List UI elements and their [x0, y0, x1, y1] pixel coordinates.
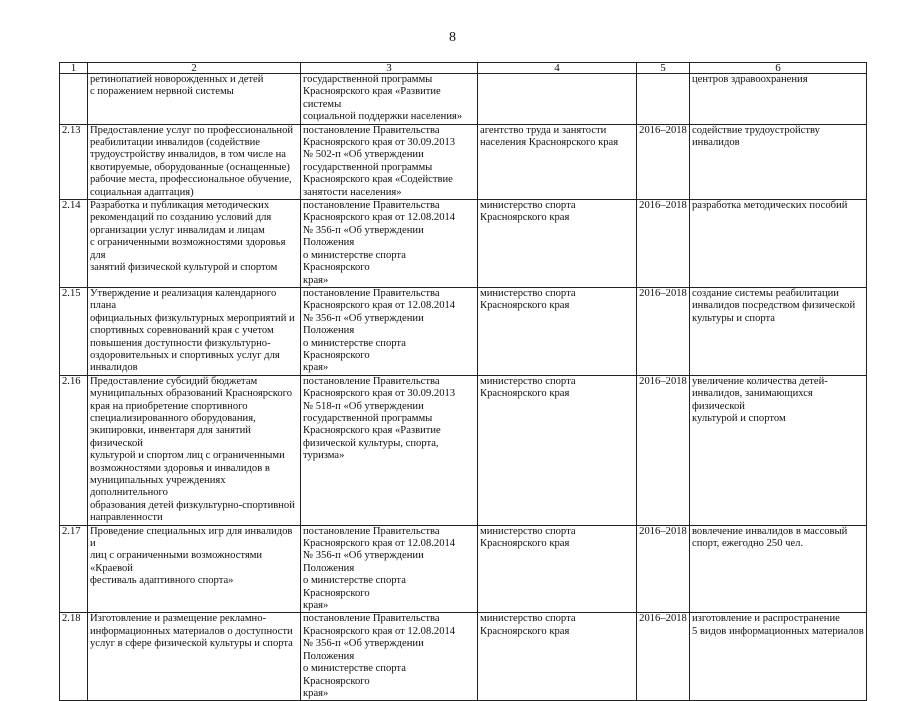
table-row [60, 124, 867, 199]
measure-cell: Изготовление и размещение рекламно- информационных материалов о доступности услуг в сфере физической культуры и спорта [88, 613, 301, 701]
period-cell [637, 74, 690, 125]
period-cell: 2016–2018 [637, 200, 690, 288]
result-cell: вовлечение инвалидов в массовый спорт, ежегодно 250 чел. [690, 525, 867, 613]
legal-act-cell: постановление Правительства Красноярского края от 30.09.2013 № 502-п «Об утверждении государственной программы Красноярского края «Содействие занятости населения» [301, 124, 478, 199]
legal-act-cell: постановление Правительства Красноярского края от 12.08.2014 № 356-п «Об утверждении Положения о министерстве спорта Красноярского края» [301, 613, 478, 701]
executor-cell: министерство спорта Красноярского края [478, 200, 637, 288]
legal-act-cell: постановление Правительства Красноярского края от 12.08.2014 № 356-п «Об утверждении Положения о министерстве спорта Красноярского края» [301, 525, 478, 613]
column-header: 3 [301, 63, 478, 74]
result-cell: содействие трудоустройству инвалидов [690, 124, 867, 199]
period-cell: 2016–2018 [637, 525, 690, 613]
table-row [60, 200, 867, 288]
period-cell: 2016–2018 [637, 613, 690, 701]
item-number: 2.18 [60, 613, 88, 701]
column-header: 2 [88, 63, 301, 74]
result-cell: увеличение количества детей- инвалидов, занимающихся физической культурой и спортом [690, 375, 867, 525]
legal-act-cell: постановление Правительства Красноярского края от 12.08.2014 № 356-п «Об утверждении Положения о министерстве спорта Красноярского края» [301, 287, 478, 375]
result-cell: центров здравоохранения [690, 74, 867, 125]
item-number: 2.16 [60, 375, 88, 525]
measure-cell: Разработка и публикация методических рекомендаций по созданию условий для организации услуг инвалидам и лицам с ограниченными возможностями здоровья для занятий физической культурой и спортом [88, 200, 301, 288]
executor-cell: министерство спорта Красноярского края [478, 375, 637, 525]
result-cell: изготовление и распространение 5 видов информационных материалов [690, 613, 867, 701]
table-row [60, 74, 867, 125]
measure-cell: Проведение специальных игр для инвалидов и лиц с ограниченными возможностями «Краевой фестиваль адаптивного спорта» [88, 525, 301, 613]
table-header-row [60, 63, 867, 74]
column-header: 1 [60, 63, 88, 74]
item-number: 2.13 [60, 124, 88, 199]
item-number: 2.14 [60, 200, 88, 288]
measure-cell: ретинопатией новорожденных и детей с поражением нервной системы [88, 74, 301, 125]
table-row [60, 613, 867, 701]
table-row [60, 287, 867, 375]
column-header: 6 [690, 63, 867, 74]
period-cell: 2016–2018 [637, 287, 690, 375]
executor-cell: агентство труда и занятости населения Красноярского края [478, 124, 637, 199]
measure-cell: Предоставление услуг по профессиональной реабилитации инвалидов (содействие трудоустройству инвалидов, в том числе на квотируемые, оборудованные (оснащенные) рабочие места, профессиональное обучение, социальная адаптация) [88, 124, 301, 199]
column-header: 5 [637, 63, 690, 74]
item-number: 2.15 [60, 287, 88, 375]
result-cell: создание системы реабилитации инвалидов посредством физической культуры и спорта [690, 287, 867, 375]
item-number: 2.17 [60, 525, 88, 613]
measure-cell: Утверждение и реализация календарного плана официальных физкультурных мероприятий и спортивных соревнований края с учетом повышения доступности физкультурно- оздоровительных и спортивных услуг для инвалидов [88, 287, 301, 375]
measure-cell: Предоставление субсидий бюджетам муниципальных образований Красноярского края на приобретение спортивного специализированного оборудования, экипировки, инвентаря для занятий физической культурой и спортом лиц с ограниченными возможностями здоровья и инвалидов в муниципальных учреждениях дополнительного образования детей физкультурно-спортивной направленности [88, 375, 301, 525]
item-number [60, 74, 88, 125]
legal-act-cell: государственной программы Красноярского края «Развитие системы социальной поддержки населения» [301, 74, 478, 125]
executor-cell: министерство спорта Красноярского края [478, 287, 637, 375]
period-cell: 2016–2018 [637, 124, 690, 199]
executor-cell: министерство спорта Красноярского края [478, 525, 637, 613]
table-row [60, 375, 867, 525]
measures-table [59, 62, 867, 701]
legal-act-cell: постановление Правительства Красноярского края от 30.09.2013 № 518-п «Об утверждении государственной программы Красноярского края «Развитие физической культуры, спорта, туризма» [301, 375, 478, 525]
executor-cell [478, 74, 637, 125]
period-cell: 2016–2018 [637, 375, 690, 525]
column-header: 4 [478, 63, 637, 74]
table-row [60, 525, 867, 613]
executor-cell: министерство спорта Красноярского края [478, 613, 637, 701]
legal-act-cell: постановление Правительства Красноярского края от 12.08.2014 № 356-п «Об утверждении Положения о министерстве спорта Красноярского края» [301, 200, 478, 288]
result-cell: разработка методических пособий [690, 200, 867, 288]
page-number: 8 [449, 30, 456, 45]
